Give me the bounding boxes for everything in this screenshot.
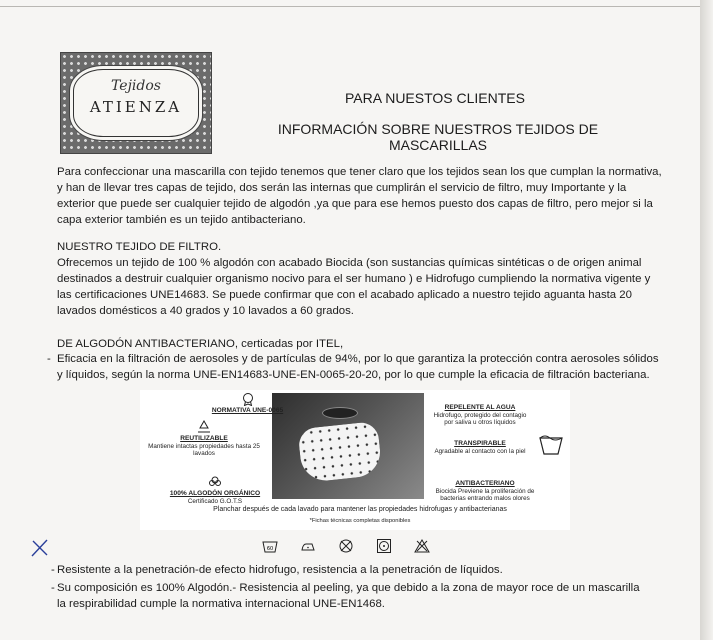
feature-organic-cotton xyxy=(160,475,270,505)
antibacterial-bullet-text: Eficacia en la filtración de aerosoles y de partículas de 94%, por lo que garantiza la protección contra aerosoles sólidos y líquidos, según la norma UNE-EN14683-UNE-EN-0065-20-20, por lo que cumple la eficacia de filtración bacteriana. xyxy=(57,353,659,381)
antibacterial-section-title: DE ALGODÓN ANTIBACTERIANO, certicadas por ITEL, xyxy=(57,338,344,350)
wash-60-icon xyxy=(262,538,278,554)
filter-section-title: NUESTRO TEJIDO DE FILTRO. xyxy=(57,241,222,253)
feature-title: ANTIBACTERIANO xyxy=(455,480,515,487)
composition-bullet xyxy=(51,580,667,612)
bullet-dash: - xyxy=(51,582,55,594)
feature-reutilizable xyxy=(144,420,264,458)
bullet-dash: - xyxy=(47,353,51,365)
hydrophobic-bullet xyxy=(51,562,667,578)
intro-paragraph: Para confeccionar una mascarilla con tejido tenemos que tener claro que los tejidos sean los que cumplan la normativa, y han de llevar tres capas de tejido, dos serán las internas que cumplirán el servicio de filtro, muy Importante y la exterior que puede ser cualquier tejido de algodón ,ya que para ese hemos puesto dos capas de filtro, pero mejor si la capa exterior también es un tejido antibacteriano. xyxy=(57,166,662,226)
logo-script-text: Tejidos xyxy=(111,78,161,94)
logo-plaque xyxy=(73,69,199,137)
iron-icon xyxy=(300,538,316,554)
recycle-icon xyxy=(196,420,212,434)
feature-desc: Hidrofugo, protegido del contagio por saliva u otros líquidos xyxy=(433,411,527,426)
feature-breathable xyxy=(430,440,530,455)
feature-desc: Mantiene intactas propiedades hasta 25 lavados xyxy=(148,442,260,457)
page-edge xyxy=(700,0,713,640)
infographic-note: *Fichas técnicas completas disponibles xyxy=(309,518,411,524)
feature-title: 100% ALGODÓN ORGÁNICO xyxy=(169,490,261,497)
composition-bullet-line-1: Su composición es 100% Algodón.- Resistencia al peeling, ya que debido a la zona de mayor roce de un mascarilla xyxy=(57,582,640,594)
mask-photo xyxy=(272,393,424,499)
feature-desc: Biocida Previene la proliferación de bacterias entrando malos olores xyxy=(435,487,535,502)
top-divider xyxy=(0,6,700,7)
infographic-caption: Planchar después de cada lavado para mantener las propiedades hidrofugas y antibacterianas xyxy=(213,506,507,513)
antibacterial-bullet xyxy=(47,351,667,383)
photo-eye xyxy=(322,407,358,419)
cotton-flower-icon xyxy=(208,475,222,489)
feature-water-repellent xyxy=(430,404,530,427)
feature-title: REPELENTE AL AGUA xyxy=(444,404,516,411)
filter-section-body: Ofrecemos un tejido de 100 % algodón con acabado Biocida (son sustancias químicas sintéticas o de origen animal destinados a destruir cualquier organismo nocivo para el ser humano ) e Hidrofugo cumpliendo la normativa vigente y las certificaciones UNE14683. Se puede confirmar que con el acabado aplicado a nuestro tejido aguanta hasta 20 lavados domésticos a 40 grados y 10 lavados a 60 grados. xyxy=(57,257,651,317)
header-line-1: PARA NUESTOS CLIENTES xyxy=(345,90,525,106)
certificate-icon xyxy=(241,392,255,406)
feature-desc: Certificado G.O.T.S xyxy=(187,497,243,505)
tumble-dry-icon xyxy=(376,538,392,554)
feature-title: NORMATIVA UNE-0065 xyxy=(211,407,284,414)
feature-antibacterial xyxy=(430,480,540,503)
feature-title: REUTILIZABLE xyxy=(180,435,228,442)
pen-x-mark xyxy=(30,538,50,558)
wash-temperature-icon xyxy=(538,432,564,456)
no-bleach-icon xyxy=(338,538,354,554)
product-infographic xyxy=(140,390,570,530)
photo-mask xyxy=(297,421,382,483)
no-dryclean-icon xyxy=(414,538,430,554)
composition-bullet-line-2: la respirabilidad cumple la normativa internacional UNE-EN1468. xyxy=(57,598,385,610)
bullet-dash: - xyxy=(51,564,55,576)
feature-normativa xyxy=(210,392,285,415)
brand-logo xyxy=(60,52,212,154)
hydrophobic-bullet-text: Resistente a la penetración-de efecto hidrofugo, resistencia a la penetración de líquidos. xyxy=(57,564,503,576)
svg-text:60: 60 xyxy=(266,546,274,552)
feature-desc: Agradable al contacto con la piel xyxy=(434,447,526,455)
logo-brand-name: ATIENZA xyxy=(89,98,183,116)
header-line-2: INFORMACIÓN SOBRE NUESTROS TEJIDOS DE MASCARILLAS xyxy=(277,121,599,153)
care-symbols-row xyxy=(262,538,430,558)
feature-title: TRANSPIRABLE xyxy=(454,440,506,447)
